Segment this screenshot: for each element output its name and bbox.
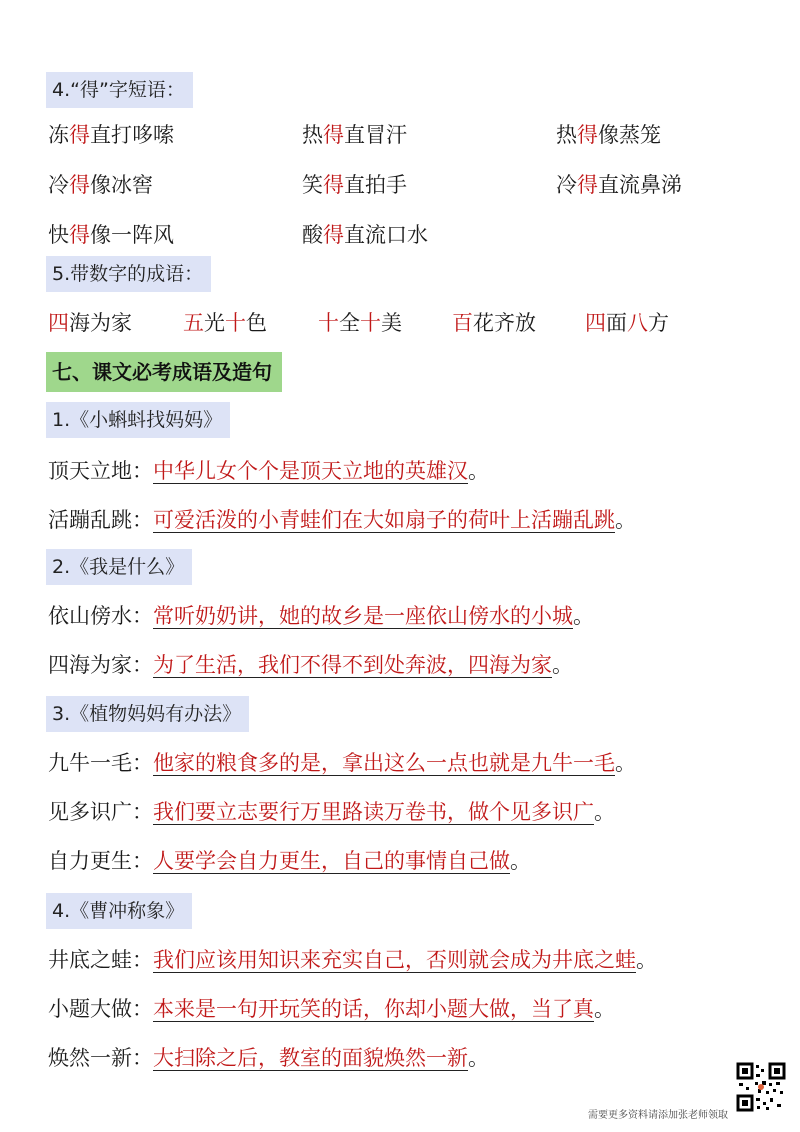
idiom-text: 花齐放 bbox=[473, 311, 536, 335]
de-phrase-pre: 热 bbox=[302, 123, 323, 147]
example-sentence: 可爱活泼的小青蛙们在大如扇子的荷叶上活蹦乱跳 bbox=[153, 508, 615, 532]
numeral-char: 十 bbox=[318, 311, 339, 335]
de-phrase-pre: 冷 bbox=[48, 173, 69, 197]
idiom-text: 光 bbox=[204, 311, 225, 335]
de-phrase-pre: 快 bbox=[48, 223, 69, 247]
de-phrase bbox=[48, 120, 174, 150]
de-phrase bbox=[302, 170, 407, 200]
lesson-3-header: 3.《植物妈妈有办法》 bbox=[46, 696, 249, 732]
number-idiom bbox=[318, 308, 402, 338]
de-phrase-pre: 冷 bbox=[556, 173, 577, 197]
period: 。 bbox=[468, 1046, 489, 1070]
number-idiom bbox=[48, 308, 132, 338]
idiom-label: 九牛一毛： bbox=[48, 751, 153, 775]
example-sentence: 常听奶奶讲，她的故乡是一座依山傍水的小城 bbox=[153, 604, 573, 628]
de-char: 得 bbox=[69, 123, 90, 147]
qr-code-icon bbox=[736, 1062, 786, 1112]
de-phrase bbox=[556, 170, 682, 200]
de-phrase bbox=[48, 220, 174, 250]
example-sentence: 为了生活，我们不得不到处奔波，四海为家 bbox=[153, 653, 552, 677]
de-phrase bbox=[556, 120, 661, 150]
qr-code bbox=[736, 1062, 786, 1112]
de-phrase-pre: 冻 bbox=[48, 123, 69, 147]
de-char: 得 bbox=[323, 173, 344, 197]
idiom-label: 活蹦乱跳： bbox=[48, 508, 153, 532]
de-phrase-post: 直冒汗 bbox=[344, 123, 407, 147]
period: 。 bbox=[468, 459, 489, 483]
lesson-4-header: 4.《曹冲称象》 bbox=[46, 893, 192, 929]
idiom-label: 依山傍水： bbox=[48, 604, 153, 628]
numeral-char: 四 bbox=[585, 311, 606, 335]
idiom-label: 顶天立地： bbox=[48, 459, 153, 483]
period: 。 bbox=[615, 751, 636, 775]
de-char: 得 bbox=[323, 123, 344, 147]
de-char: 得 bbox=[69, 173, 90, 197]
de-phrase-post: 像一阵风 bbox=[90, 223, 174, 247]
idiom-label: 小题大做： bbox=[48, 997, 153, 1021]
sentence-row bbox=[48, 797, 615, 827]
number-idiom bbox=[585, 308, 669, 338]
de-phrase-pre: 酸 bbox=[302, 223, 323, 247]
period: 。 bbox=[615, 508, 636, 532]
de-phrase bbox=[302, 220, 428, 250]
idiom-label: 四海为家： bbox=[48, 653, 153, 677]
de-char: 得 bbox=[323, 223, 344, 247]
idiom-text: 海为家 bbox=[69, 311, 132, 335]
sentence-row bbox=[48, 846, 531, 876]
de-phrase-post: 直流鼻涕 bbox=[598, 173, 682, 197]
idiom-label: 自力更生： bbox=[48, 849, 153, 873]
example-sentence: 他家的粮食多的是，拿出这么一点也就是九牛一毛 bbox=[153, 751, 615, 775]
de-phrase-pre: 热 bbox=[556, 123, 577, 147]
de-phrase bbox=[302, 120, 407, 150]
numeral-char: 五 bbox=[183, 311, 204, 335]
de-phrase-post: 像蒸笼 bbox=[598, 123, 661, 147]
sentence-row bbox=[48, 601, 594, 631]
section-7-header: 七、课文必考成语及造句 bbox=[46, 352, 282, 392]
lesson-2-header: 2.《我是什么》 bbox=[46, 549, 192, 585]
idiom-text: 全 bbox=[339, 311, 360, 335]
sentence-row bbox=[48, 650, 573, 680]
idiom-label: 焕然一新： bbox=[48, 1046, 153, 1070]
period: 。 bbox=[594, 800, 615, 824]
period: 。 bbox=[552, 653, 573, 677]
example-sentence: 大扫除之后，教室的面貌焕然一新 bbox=[153, 1046, 468, 1070]
example-sentence: 本来是一句开玩笑的话，你却小题大做，当了真 bbox=[153, 997, 594, 1021]
sentence-row bbox=[48, 748, 636, 778]
period: 。 bbox=[594, 997, 615, 1021]
example-sentence: 我们要立志要行万里路读万卷书，做个见多识广 bbox=[153, 800, 594, 824]
sentence-row bbox=[48, 1043, 489, 1073]
sentence-row bbox=[48, 994, 615, 1024]
numeral-char: 十 bbox=[360, 311, 381, 335]
de-phrase-post: 直拍手 bbox=[344, 173, 407, 197]
idiom-text: 方 bbox=[648, 311, 669, 335]
example-sentence: 中华儿女个个是顶天立地的英雄汉 bbox=[153, 459, 468, 483]
idiom-text: 面 bbox=[606, 311, 627, 335]
idiom-label: 见多识广： bbox=[48, 800, 153, 824]
section-5-header: 5.带数字的成语： bbox=[46, 256, 211, 292]
footer-note: 需要更多资料请添加张老师领取 bbox=[588, 1110, 728, 1121]
numeral-char: 十 bbox=[225, 311, 246, 335]
numeral-char: 四 bbox=[48, 311, 69, 335]
lesson-1-header: 1.《小蝌蚪找妈妈》 bbox=[46, 402, 230, 438]
period: 。 bbox=[573, 604, 594, 628]
idiom-label: 井底之蛙： bbox=[48, 948, 153, 972]
section-4-header: 4.“得”字短语： bbox=[46, 72, 193, 108]
example-sentence: 人要学会自力更生，自己的事情自己做 bbox=[153, 849, 510, 873]
period: 。 bbox=[636, 948, 657, 972]
de-phrase-pre: 笑 bbox=[302, 173, 323, 197]
idiom-text: 美 bbox=[381, 311, 402, 335]
sentence-row bbox=[48, 456, 489, 486]
de-char: 得 bbox=[577, 123, 598, 147]
idiom-text: 色 bbox=[246, 311, 267, 335]
de-phrase-post: 像冰窖 bbox=[90, 173, 153, 197]
de-phrase-post: 直打哆嗦 bbox=[90, 123, 174, 147]
sentence-row bbox=[48, 505, 636, 535]
de-phrase bbox=[48, 170, 153, 200]
de-char: 得 bbox=[577, 173, 598, 197]
numeral-char: 八 bbox=[627, 311, 648, 335]
example-sentence: 我们应该用知识来充实自己，否则就会成为井底之蛙 bbox=[153, 948, 636, 972]
numeral-char: 百 bbox=[452, 311, 473, 335]
number-idiom bbox=[183, 308, 267, 338]
sentence-row bbox=[48, 945, 657, 975]
number-idiom bbox=[452, 308, 536, 338]
period: 。 bbox=[510, 849, 531, 873]
de-char: 得 bbox=[69, 223, 90, 247]
de-phrase-post: 直流口水 bbox=[344, 223, 428, 247]
